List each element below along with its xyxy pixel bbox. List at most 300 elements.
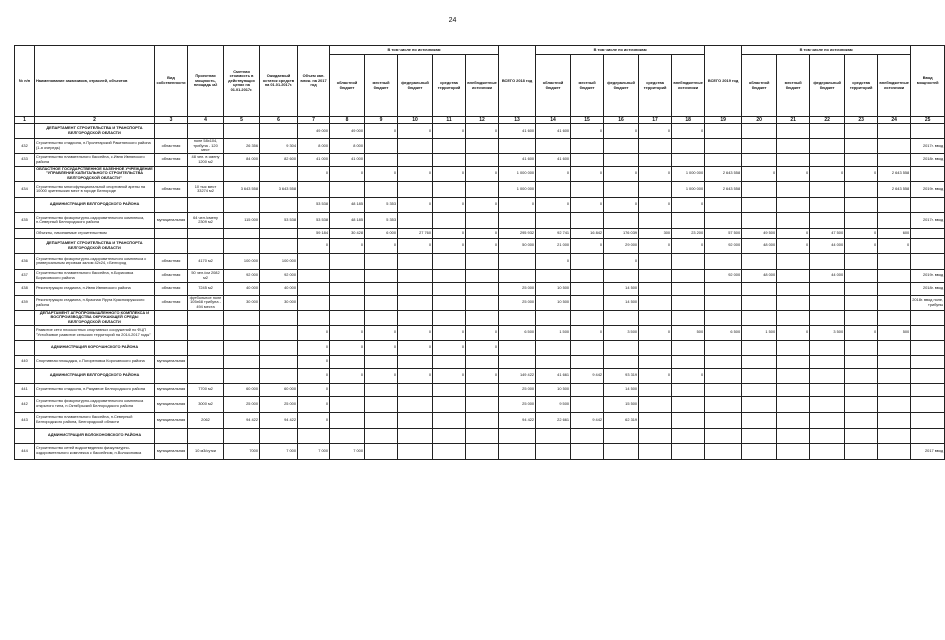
capacity-cell (188, 368, 224, 383)
value-cell (499, 443, 536, 459)
column-number: 14 (536, 117, 571, 124)
value-cell: 0 (845, 166, 878, 181)
value-cell (810, 295, 845, 310)
object-name: Строительство физкультурно-оздоровительного комплекса с универсальным игровым залом 42х24, г.Белгород (35, 253, 155, 269)
ownership-cell: муниципальная (155, 383, 188, 396)
row-number: 433 (15, 153, 35, 166)
value-cell (365, 383, 398, 396)
value-cell: 0 (639, 124, 672, 139)
object-name: ДЕПАРТАМЕНТ СТРОИТЕЛЬСТВА И ТРАНСПОРТА БЕЛГОРОДСКОЙ ОБЛАСТИ (35, 238, 155, 253)
capacity-cell: футбольное поле 105х68 трибуна - 494 места (188, 295, 224, 310)
value-cell: 22 661 (536, 412, 571, 428)
header-src-extra: внебюджетные источники (878, 55, 911, 117)
value-cell: 41 000 (298, 153, 330, 166)
value-cell (777, 295, 810, 310)
value-cell: 0 (810, 166, 845, 181)
value-cell: 1 500 (536, 325, 571, 340)
value-cell (845, 139, 878, 154)
row-number (15, 228, 35, 238)
value-cell (398, 212, 433, 228)
value-cell: 0 (571, 238, 604, 253)
value-cell: 3 500 (604, 325, 639, 340)
value-cell (742, 153, 777, 166)
value-cell: 92 000 (224, 269, 260, 282)
value-cell (466, 253, 499, 269)
capacity-cell (188, 355, 224, 368)
table-row (15, 443, 945, 459)
value-cell: 6 500 (499, 325, 536, 340)
value-cell: 47 500 (810, 228, 845, 238)
value-cell: 0 (365, 238, 398, 253)
object-name: АДМИНИСТРАЦИЯ КОРОЧАНСКОГО РАЙОНА (35, 340, 155, 355)
commissioning-cell: 2019г. ввод (911, 269, 945, 282)
value-cell (705, 383, 742, 396)
value-cell (260, 325, 298, 340)
value-cell (433, 310, 466, 325)
value-cell (810, 383, 845, 396)
object-name: Спортивная площадка, с.Погореловка Корочанского района (35, 355, 155, 368)
header-name: Наименование заказчиков, отраслей, объектов (35, 46, 155, 117)
capacity-cell (188, 310, 224, 325)
value-cell (571, 295, 604, 310)
value-cell: 0 (466, 197, 499, 212)
value-cell (298, 295, 330, 310)
value-cell: 2 643 558 (705, 166, 742, 181)
value-cell (672, 340, 705, 355)
commissioning-cell (911, 166, 945, 181)
value-cell (298, 428, 330, 443)
value-cell: 94 422 (499, 412, 536, 428)
header-estimate: Сметная стоимость в действующих ценах на 01.01.2017г. (224, 46, 260, 117)
row-number (15, 166, 35, 181)
value-cell: 23 200 (672, 228, 705, 238)
value-cell (639, 383, 672, 396)
value-cell (639, 282, 672, 295)
value-cell (398, 139, 433, 154)
value-cell (810, 340, 845, 355)
department-row (15, 428, 945, 443)
value-cell (810, 124, 845, 139)
row-number: 440 (15, 355, 35, 368)
value-cell (571, 181, 604, 197)
value-cell (777, 181, 810, 197)
capacity-cell: 7700 м2 (188, 383, 224, 396)
value-cell (810, 139, 845, 154)
value-cell: 25 000 (260, 396, 298, 412)
value-cell: 53 538 (298, 212, 330, 228)
value-cell: 0 (433, 325, 466, 340)
capacity-cell: 3000 м2 (188, 396, 224, 412)
value-cell (639, 181, 672, 197)
value-cell (810, 197, 845, 212)
value-cell (536, 181, 571, 197)
header-volume-2017: Объем кап. влож. на 2017 год (298, 46, 330, 117)
value-cell (672, 153, 705, 166)
commissioning-cell (911, 310, 945, 325)
value-cell: 0 (639, 166, 672, 181)
column-number: 5 (224, 117, 260, 124)
table-row (15, 355, 945, 368)
value-cell (604, 269, 639, 282)
value-cell (705, 368, 742, 383)
value-cell (742, 295, 777, 310)
value-cell (398, 310, 433, 325)
value-cell (777, 310, 810, 325)
value-cell (878, 197, 911, 212)
value-cell: 1 000 000 (499, 181, 536, 197)
value-cell: 57 500 (705, 228, 742, 238)
value-cell (878, 428, 911, 443)
object-name: ДЕПАРТАМЕНТ СТРОИТЕЛЬСТВА И ТРАНСПОРТА БЕЛГОРОДСКОЙ ОБЛАСТИ (35, 124, 155, 139)
value-cell: 0 (672, 124, 705, 139)
header-src-extra: внебюджетные источники (466, 55, 499, 117)
value-cell: 50 000 (499, 238, 536, 253)
value-cell: 60 000 (260, 383, 298, 396)
value-cell (433, 212, 466, 228)
value-cell: 93 319 (604, 368, 639, 383)
column-number: 13 (499, 117, 536, 124)
value-cell (398, 383, 433, 396)
value-cell (878, 383, 911, 396)
commissioning-cell: 2017г. ввод (911, 139, 945, 154)
value-cell (672, 443, 705, 459)
value-cell (298, 269, 330, 282)
capacity-cell: 4170 м2 (188, 253, 224, 269)
value-cell (365, 269, 398, 282)
value-cell (742, 443, 777, 459)
value-cell (742, 383, 777, 396)
value-cell: 0 (639, 368, 672, 383)
row-number (15, 368, 35, 383)
value-cell: 0 (433, 166, 466, 181)
row-number: 444 (15, 443, 35, 459)
value-cell: 0 (433, 340, 466, 355)
column-number: 16 (604, 117, 639, 124)
value-cell (330, 295, 365, 310)
value-cell: 6 500 (705, 325, 742, 340)
value-cell: 25 000 (224, 396, 260, 412)
value-cell (433, 253, 466, 269)
table-row (15, 396, 945, 412)
value-cell: 2 643 558 (878, 166, 911, 181)
value-cell: 59 184 (298, 228, 330, 238)
header-src-federal: федеральный бюджет (604, 55, 639, 117)
value-cell (845, 396, 878, 412)
object-name: Развитие сети плоскостных спортивных сооружений по ФЦП "Устойчивое развитие сельских территорий на 2014-2017 годы" (35, 325, 155, 340)
value-cell (398, 355, 433, 368)
value-cell (604, 443, 639, 459)
header-src-territory: средства территорий (845, 55, 878, 117)
value-cell: 8 000 (330, 139, 365, 154)
table-row (15, 212, 945, 228)
value-cell: 0 (571, 197, 604, 212)
value-cell: 0 (466, 325, 499, 340)
value-cell (604, 310, 639, 325)
value-cell (398, 181, 433, 197)
value-cell (604, 428, 639, 443)
department-row (15, 166, 945, 181)
value-cell (571, 340, 604, 355)
value-cell: 0 (298, 412, 330, 428)
column-number: 10 (398, 117, 433, 124)
commissioning-cell: 2019г. ввод (911, 181, 945, 197)
value-cell (604, 181, 639, 197)
value-cell: 48 000 (742, 238, 777, 253)
value-cell (398, 253, 433, 269)
subtotal-row (15, 228, 945, 238)
value-cell (878, 282, 911, 295)
value-cell (536, 212, 571, 228)
value-cell (845, 340, 878, 355)
commissioning-cell: 2018г. ввод (911, 153, 945, 166)
value-cell (398, 269, 433, 282)
column-number: 24 (878, 117, 911, 124)
ownership-cell: муниципальная (155, 355, 188, 368)
value-cell: 49 500 (742, 228, 777, 238)
value-cell: 25 000 (499, 282, 536, 295)
subtotal-row (15, 325, 945, 340)
value-cell (705, 355, 742, 368)
value-cell (224, 166, 260, 181)
value-cell (845, 355, 878, 368)
ownership-cell: муниципальная (155, 443, 188, 459)
value-cell: 1 000 000 (672, 181, 705, 197)
commissioning-cell: 2017г. ввод (911, 212, 945, 228)
value-cell (330, 428, 365, 443)
value-cell: 0 (499, 197, 536, 212)
value-cell (260, 238, 298, 253)
value-cell (398, 282, 433, 295)
value-cell (777, 139, 810, 154)
value-cell: 0 (466, 228, 499, 238)
header-src-local: местный бюджет (365, 55, 398, 117)
commissioning-cell (911, 355, 945, 368)
value-cell (571, 428, 604, 443)
value-cell (639, 139, 672, 154)
value-cell: 3 500 (810, 325, 845, 340)
table-row (15, 181, 945, 197)
value-cell: 0 (777, 238, 810, 253)
value-cell (604, 340, 639, 355)
value-cell: 94 422 (224, 412, 260, 428)
value-cell: 41 000 (330, 153, 365, 166)
object-name: Реконструкция стадиона, п.Ивня Ивнянского района (35, 282, 155, 295)
object-name: Строительство сетей водоотведения физкультурно-оздоровительного комплекса с бассейном, п.Волоконовка (35, 443, 155, 459)
table-row (15, 295, 945, 310)
ownership-cell: муниципальная (155, 412, 188, 428)
value-cell (571, 310, 604, 325)
value-cell (705, 282, 742, 295)
object-name: Реконструкция стадиона, п.Красная Яруга Краснояружского района (35, 295, 155, 310)
capacity-cell: 2062 (188, 412, 224, 428)
ownership-cell (155, 124, 188, 139)
value-cell (672, 428, 705, 443)
value-cell (845, 181, 878, 197)
value-cell (466, 412, 499, 428)
value-cell (845, 368, 878, 383)
value-cell (878, 212, 911, 228)
value-cell: 5 353 (365, 197, 398, 212)
value-cell (330, 253, 365, 269)
value-cell: 15 500 (604, 396, 639, 412)
value-cell: 7 000 (260, 443, 298, 459)
value-cell (705, 412, 742, 428)
value-cell (365, 253, 398, 269)
ownership-cell: областная (155, 139, 188, 154)
ownership-cell (155, 428, 188, 443)
value-cell: 0 (672, 368, 705, 383)
value-cell (398, 428, 433, 443)
value-cell (672, 383, 705, 396)
value-cell (705, 253, 742, 269)
value-cell: 40 000 (260, 282, 298, 295)
value-cell (330, 383, 365, 396)
value-cell: 49 000 (330, 124, 365, 139)
value-cell (224, 238, 260, 253)
value-cell (845, 282, 878, 295)
value-cell (810, 396, 845, 412)
value-cell (571, 139, 604, 154)
value-cell (705, 295, 742, 310)
object-name: Объекты, начинаемые строительством (35, 228, 155, 238)
value-cell: 40 000 (224, 282, 260, 295)
column-number: 25 (911, 117, 945, 124)
row-number: 436 (15, 253, 35, 269)
object-name: АДМИНИСТРАЦИЯ БЕЛГОРОДСКОГО РАЙОНА (35, 197, 155, 212)
value-cell: 0 (777, 166, 810, 181)
value-cell: 41 600 (499, 153, 536, 166)
header-src-federal: федеральный бюджет (810, 55, 845, 117)
value-cell (224, 428, 260, 443)
value-cell (260, 124, 298, 139)
value-cell (810, 368, 845, 383)
value-cell (330, 269, 365, 282)
header-total-2018: ВСЕГО 2018 год (499, 46, 536, 117)
value-cell (365, 295, 398, 310)
value-cell (330, 355, 365, 368)
value-cell (466, 282, 499, 295)
value-cell: 7000 (224, 443, 260, 459)
object-name: Строительство физкультурно-оздоровительного комплекса, п.Северный Белгородского района (35, 212, 155, 228)
value-cell (398, 443, 433, 459)
column-number: 8 (330, 117, 365, 124)
header-src-territory: средства территорий (639, 55, 672, 117)
value-cell (845, 383, 878, 396)
value-cell (365, 153, 398, 166)
value-cell: 0 (330, 166, 365, 181)
header-src-region: областной бюджет (742, 55, 777, 117)
value-cell (466, 269, 499, 282)
capacity-cell (188, 238, 224, 253)
value-cell: 0 (639, 197, 672, 212)
value-cell (878, 368, 911, 383)
value-cell (777, 253, 810, 269)
ownership-cell (155, 166, 188, 181)
value-cell: 0 (845, 238, 878, 253)
value-cell (742, 428, 777, 443)
value-cell (845, 153, 878, 166)
value-cell: 500 (878, 325, 911, 340)
header-total-2019: ВСЕГО 2019 год (705, 46, 742, 117)
value-cell: 0 (571, 124, 604, 139)
value-cell (845, 310, 878, 325)
value-cell (742, 139, 777, 154)
column-number: 18 (672, 117, 705, 124)
value-cell (499, 340, 536, 355)
value-cell (845, 412, 878, 428)
value-cell (260, 340, 298, 355)
ownership-cell (155, 228, 188, 238)
value-cell (639, 269, 672, 282)
value-cell (777, 282, 810, 295)
value-cell (705, 340, 742, 355)
capacity-cell: 7245 м2 (188, 282, 224, 295)
value-cell (365, 181, 398, 197)
value-cell: 30 000 (260, 295, 298, 310)
value-cell: 10 500 (536, 295, 571, 310)
capacity-cell (188, 197, 224, 212)
header-sources-2017: В том числе по источникам (330, 46, 499, 55)
value-cell: 100 000 (224, 253, 260, 269)
value-cell (571, 396, 604, 412)
value-cell (878, 355, 911, 368)
commissioning-cell (911, 428, 945, 443)
column-number: 4 (188, 117, 224, 124)
value-cell: 0 (604, 253, 639, 269)
value-cell (466, 396, 499, 412)
capacity-cell (188, 228, 224, 238)
value-cell: 0 (398, 124, 433, 139)
value-cell: 0 (466, 340, 499, 355)
value-cell (777, 443, 810, 459)
value-cell (639, 355, 672, 368)
column-number: 3 (155, 117, 188, 124)
object-name: ДЕПАРТАМЕНТ АГРОПРОМЫШЛЕННОГО КОМПЛЕКСА И ВОСПРОИЗВОДСТВА ОКРУЖАЮЩЕЙ СРЕДЫ БЕЛГОРОДСКОЙ ОБЛАСТИ (35, 310, 155, 325)
row-number: 435 (15, 212, 35, 228)
ownership-cell (155, 325, 188, 340)
value-cell: 16 842 (571, 228, 604, 238)
value-cell (742, 310, 777, 325)
value-cell: 92 000 (705, 238, 742, 253)
value-cell (672, 139, 705, 154)
value-cell (398, 295, 433, 310)
value-cell (845, 124, 878, 139)
header-ownership: Вид собственности (155, 46, 188, 117)
value-cell: 0 (466, 238, 499, 253)
capacity-cell: 10 тыс мест 33274 м2 (188, 181, 224, 197)
ownership-cell: муниципальная (155, 396, 188, 412)
column-number: 23 (845, 117, 878, 124)
value-cell (742, 124, 777, 139)
value-cell (298, 253, 330, 269)
row-number (15, 340, 35, 355)
department-row (15, 124, 945, 139)
value-cell (742, 412, 777, 428)
value-cell (810, 153, 845, 166)
header-commissioning: Ввод мощностей (911, 46, 945, 117)
table-row (15, 139, 945, 154)
value-cell: 100 000 (260, 253, 298, 269)
value-cell (604, 212, 639, 228)
value-cell: 1 000 000 (499, 166, 536, 181)
value-cell (466, 212, 499, 228)
value-cell: 600 (878, 228, 911, 238)
value-cell: 0 (298, 238, 330, 253)
commissioning-cell (911, 396, 945, 412)
value-cell (639, 153, 672, 166)
table-row (15, 412, 945, 428)
value-cell: 7 000 (298, 443, 330, 459)
